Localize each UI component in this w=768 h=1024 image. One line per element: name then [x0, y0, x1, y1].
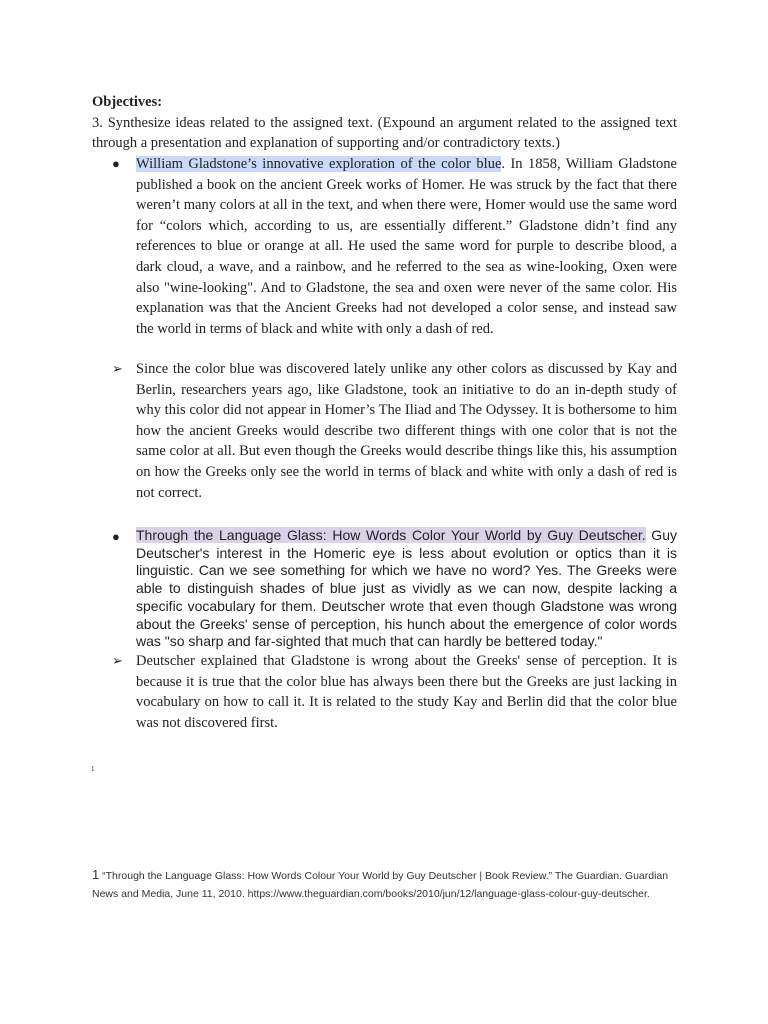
arrow-item-deutscher-analysis: Deutscher explained that Gladstone is wrong about the Greeks' sense of perception. It is because it is true that the color blue has always been there but the Greeks are just lacking in vocabulary on how to call it. It is related to the study Kay and Berlin did that the color blue was not discovered first. [136, 653, 677, 731]
footnote-reference-mark: 1 [91, 765, 95, 773]
footnote [92, 866, 672, 903]
highlight-gladstone-title: William Gladstone’s innovative exploration of the color blue [136, 156, 502, 172]
bullet-item-deutscher [136, 527, 677, 651]
footnote-text: “Through the Language Glass: How Words Colour Your World by Guy Deutscher | Book Review.” The Guardian. Guardian News and Media, June 11, 2010. https://www.theguardian.com/books/2010/jun/12/language-glass-colour-guy-deutscher. [92, 870, 669, 900]
arrow-marker-1: ➢ [112, 361, 123, 376]
arrow-item-gladstone-analysis: Since the color blue was discovered lately unlike any other colors as discussed by Kay and Berlin, researchers years ago, like Gladstone, took an initiative to do an in-depth study of why this color did not appear in Homer’s The Iliad and The Odyssey. It is bothersome to him how the ancient Greeks would describe two different things with one color that is not the same color at all. But even though the Greeks would describe things like this, his assumption on how the Greeks only see the world in terms of black and white with only a dash of red is not correct. [136, 361, 677, 501]
objective-text: 3. Synthesize ideas related to the assigned text. (Expound an argument related to the assigned text through a presentation and explanation of supporting and/or contradictory texts.) [92, 115, 677, 152]
bullet-item-gladstone [136, 154, 677, 339]
highlight-deutscher-title: Through the Language Glass: How Words Color Your World by Guy Deutscher. [136, 527, 646, 543]
deutscher-paragraph: Guy Deutscher's interest in the Homeric eye is less about evolution or optics than it is linguistic. Can we see something for which we have no word? Yes. The Greeks were able to distinguish shades of blue just as vividly as we can now, despite lacking a specific vocabulary for them. Deutscher wrote that even though Gladstone was wrong about the Greeks' sense of perception, his hunch about the emergence of color words was "so sharp and far-sighted that much that can hardly be bettered today." [136, 527, 677, 650]
objectives-heading: Objectives: [92, 94, 163, 110]
bullet-marker-2: ● [112, 529, 120, 544]
gladstone-paragraph: . In 1858, William Gladstone published a book on the ancient Greek works of Homer. He was struck by the fact that there weren’t many colors at all in the text, and when there were, Homer would use the same word for “colors which, according to us, are essentially different.” Gladstone didn’t find any references to blue or orange at all. He used the same word for purple to describe blood, a dark cloud, a wave, and a rainbow, and he referred to the sea as wine-looking, Oxen were also "wine-looking". And to Gladstone, the sea and oxen were never of the same color. His explanation was that the Ancient Greeks had not developed a color sense, and instead saw the world in terms of black and white with only a dash of red. [136, 156, 677, 337]
arrow-marker-2: ➢ [112, 653, 123, 668]
footnote-number: 1 [92, 867, 100, 882]
bullet-marker-1: ● [112, 156, 120, 171]
